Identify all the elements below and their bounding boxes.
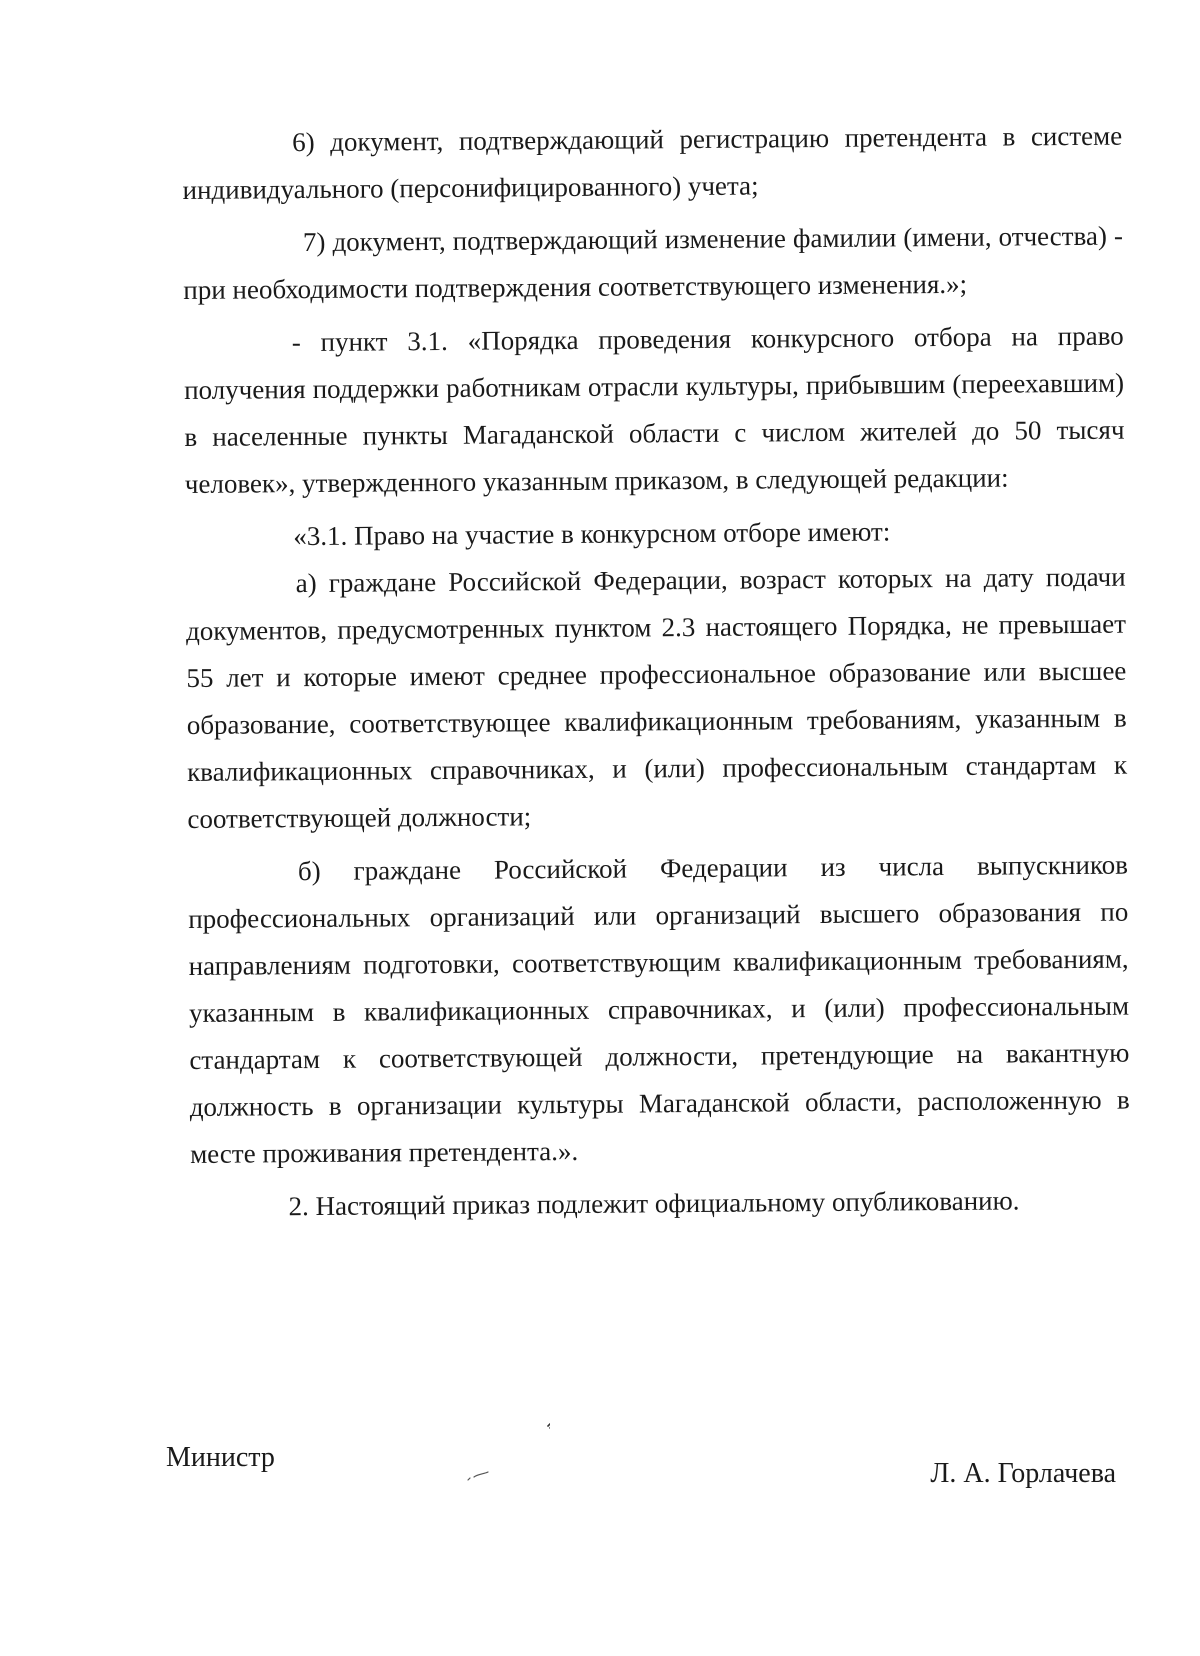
signer-position: Министр: [166, 1442, 275, 1473]
paragraph-item-6: 6) документ, подтверждающий регистрацию претендента в системе индивидуального (персонифицированного) учета;: [182, 120, 1123, 205]
paragraph-new-3-1: «3.1. Право на участие в конкурсном отборе имеют:: [293, 516, 891, 552]
signer-name: Л. А. Горлачева: [930, 1458, 1116, 1489]
paragraph-item-b: б) граждане Российской Федерации из числа выпускников профессиональных организаций или организаций высшего образования по направлениям подготовки, соответствующим квалификационным требованиям, указанным в квалификационных справочниках, и (или) профессиональным стандартам к соответствующей должности, претендующие на вакантную должность в организации культуры Магаданской области, расположенную в месте проживания претендента.».: [188, 849, 1130, 1169]
paragraph-item-7: 7) документ, подтверждающий изменение фамилии (имени, отчества) - при необходимости подтверждения соответствующего изменения.»;: [183, 220, 1124, 305]
paragraph-publication: 2. Настоящий приказ подлежит официальному опубликованию.: [288, 1185, 1020, 1222]
signature-block: [166, 1434, 1116, 1504]
document-body: [182, 113, 1131, 1231]
paragraph-punkt-3-1: - пункт 3.1. «Порядка проведения конкурсного отбора на право получения поддержки работникам отрасли культуры, прибывшим (переехавшим) в населенные пункты Магаданской области с числом жителей до 50 тысяч человек», утвержденного указанным приказом, в следующей редакции:: [184, 320, 1125, 499]
paragraph-item-a: а) граждане Российской Федерации, возраст которых на дату подачи документов, предусмотренных пунктом 2.3 настоящего Порядка, не превышает 55 лет и которые имеют среднее профессиональное образование или высшее образование, соответствующее квалификационным требованиям, указанным в квалификационных справочниках, и (или) профессиональным стандартам к соответствующей должности;: [185, 561, 1128, 834]
